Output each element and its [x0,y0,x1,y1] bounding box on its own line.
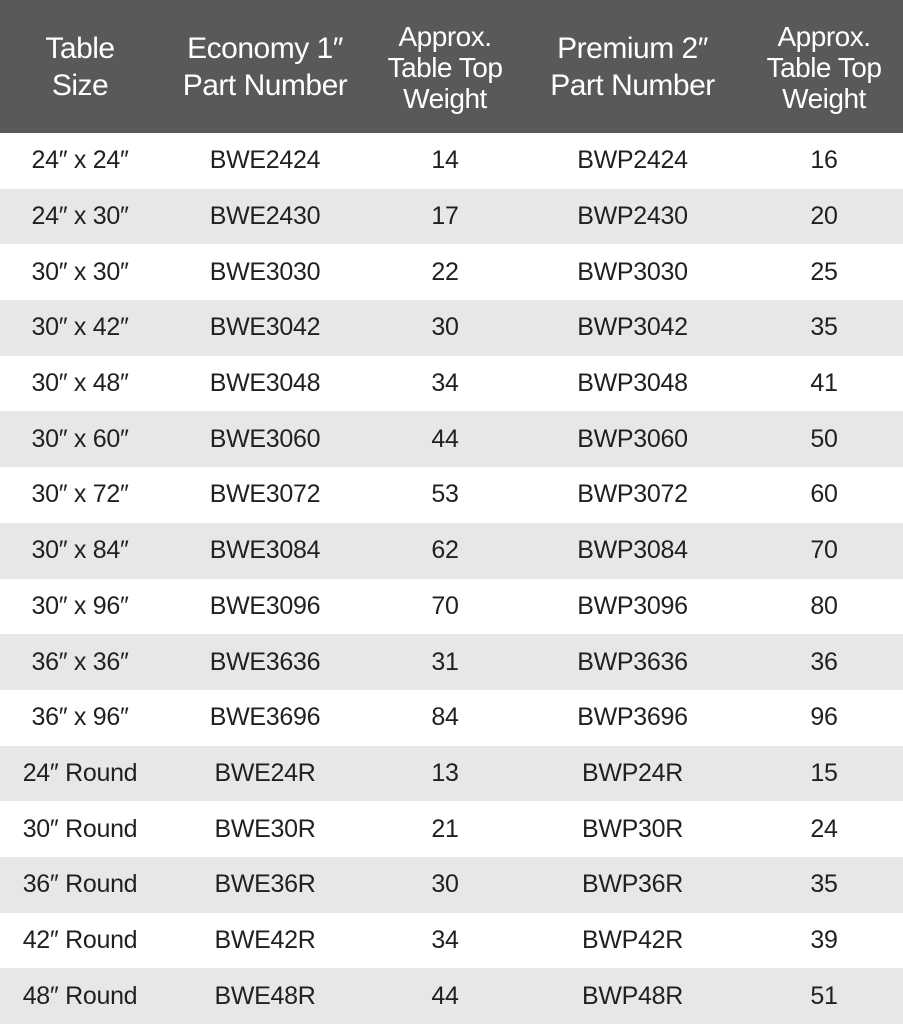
cell-economy-weight: 30 [431,870,459,899]
table-row [0,467,903,523]
table-row [0,746,903,802]
cell-economy-part-number: BWE42R [214,925,316,954]
table-row [0,523,903,579]
header-economy-weight-line-2: Table Top [387,52,503,83]
cell-table-size: 30″ x 96″ [31,591,129,620]
cell-economy-part-number: BWE3042 [209,313,321,342]
cell-table-size: 24″ x 24″ [31,146,129,175]
cell-table-size: 24″ x 30″ [31,202,129,231]
header-premium-weight-line-1: Approx. [777,21,871,52]
cell-premium-part-number: BWP3060 [577,424,688,453]
cell-premium-part-number: BWP42R [581,925,683,954]
cell-premium-part-number: BWP24R [581,758,683,787]
cell-premium-part-number: BWP3030 [577,257,688,286]
cell-premium-part-number: BWP3636 [577,647,688,676]
cell-economy-part-number: BWE3084 [209,536,321,565]
header-table-size-line-1: Table [45,31,115,65]
cell-table-size: 24″ Round [22,758,138,787]
cell-economy-weight: 14 [431,146,459,175]
cell-table-size: 42″ Round [22,925,138,954]
header-economy-weight-line-3: Weight [403,83,487,114]
cell-table-size: 36″ Round [22,870,138,899]
cell-economy-weight: 84 [431,703,459,732]
table-row [0,356,903,412]
cell-premium-weight: 16 [810,146,838,175]
header-economy-part-line-1: Economy 1″ [187,31,343,65]
cell-economy-weight: 13 [431,758,459,787]
cell-table-size: 30″ x 48″ [31,369,129,398]
cell-premium-part-number: BWP3096 [577,591,688,620]
cell-table-size: 30″ x 84″ [31,536,129,565]
header-economy-part-line-2: Part Number [182,68,348,102]
cell-premium-part-number: BWP3696 [577,703,688,732]
cell-economy-part-number: BWE24R [214,758,316,787]
table-row [0,857,903,913]
table-header-row [0,0,903,133]
cell-premium-part-number: BWP2424 [577,146,688,175]
table-row [0,634,903,690]
cell-premium-weight: 24 [810,814,838,843]
cell-premium-weight: 25 [810,257,838,286]
cell-economy-weight: 53 [431,480,459,509]
cell-economy-part-number: BWE2430 [209,202,321,231]
table-row [0,690,903,746]
header-premium-weight-line-2: Table Top [766,52,882,83]
cell-premium-part-number: BWP3072 [577,480,688,509]
cell-table-size: 48″ Round [22,981,138,1010]
cell-economy-part-number: BWE3636 [209,647,321,676]
cell-economy-weight: 17 [431,202,459,231]
cell-premium-part-number: BWP30R [581,814,683,843]
header-premium-weight [745,0,903,133]
header-economy-weight [370,0,520,133]
cell-economy-weight: 70 [431,591,459,620]
cell-premium-weight: 60 [810,480,838,509]
cell-premium-weight: 15 [810,758,838,787]
table-row [0,411,903,467]
table-row [0,801,903,857]
cell-economy-part-number: BWE3030 [209,257,321,286]
table-row [0,189,903,245]
cell-economy-weight: 30 [431,313,459,342]
table-row [0,133,903,189]
table-row [0,300,903,356]
cell-premium-part-number: BWP36R [581,870,683,899]
cell-premium-part-number: BWP48R [581,981,683,1010]
cell-economy-part-number: BWE36R [214,870,316,899]
cell-economy-part-number: BWE30R [214,814,316,843]
cell-economy-weight: 31 [431,647,459,676]
cell-premium-weight: 70 [810,536,838,565]
header-table-size-line-2: Size [51,68,109,102]
header-economy-weight-line-1: Approx. [398,21,492,52]
cell-table-size: 30″ x 30″ [31,257,129,286]
cell-table-size: 30″ x 42″ [31,313,129,342]
cell-table-size: 30″ x 60″ [31,424,129,453]
cell-premium-weight: 35 [810,313,838,342]
table-row [0,244,903,300]
table-row [0,968,903,1024]
cell-economy-part-number: BWE48R [214,981,316,1010]
table-row [0,913,903,969]
cell-economy-weight: 21 [431,814,459,843]
cell-economy-weight: 22 [431,257,459,286]
header-premium-part-line-2: Part Number [550,68,715,102]
cell-premium-weight: 96 [810,703,838,732]
cell-economy-weight: 34 [431,369,459,398]
table-row [0,579,903,635]
cell-economy-part-number: BWE3060 [209,424,321,453]
cell-economy-weight: 62 [431,536,459,565]
cell-premium-weight: 36 [810,647,838,676]
header-premium-part-line-1: Premium 2″ [557,31,708,65]
cell-premium-weight: 51 [810,981,838,1010]
cell-premium-part-number: BWP3084 [577,536,688,565]
cell-economy-weight: 34 [431,925,459,954]
cell-economy-part-number: BWE2424 [209,146,321,175]
cell-economy-part-number: BWE3696 [209,703,321,732]
header-premium-weight-line-3: Weight [782,83,866,114]
cell-economy-part-number: BWE3072 [209,480,321,509]
header-economy-part-number [160,0,370,133]
cell-premium-part-number: BWP3048 [577,369,688,398]
cell-economy-weight: 44 [431,981,459,1010]
cell-premium-weight: 39 [810,925,838,954]
cell-economy-weight: 44 [431,424,459,453]
cell-premium-weight: 50 [810,424,838,453]
cell-premium-part-number: BWP3042 [577,313,688,342]
cell-table-size: 30″ x 72″ [31,480,129,509]
cell-economy-part-number: BWE3048 [209,369,321,398]
cell-premium-weight: 41 [810,369,838,398]
cell-premium-part-number: BWP2430 [577,202,688,231]
cell-table-size: 36″ x 96″ [31,703,129,732]
cell-table-size: 30″ Round [22,814,138,843]
header-premium-part-number [520,0,745,133]
header-table-size [0,0,160,133]
cell-premium-weight: 20 [810,202,838,231]
cell-premium-weight: 80 [810,591,838,620]
cell-premium-weight: 35 [810,870,838,899]
cell-table-size: 36″ x 36″ [31,647,129,676]
cell-economy-part-number: BWE3096 [209,591,321,620]
